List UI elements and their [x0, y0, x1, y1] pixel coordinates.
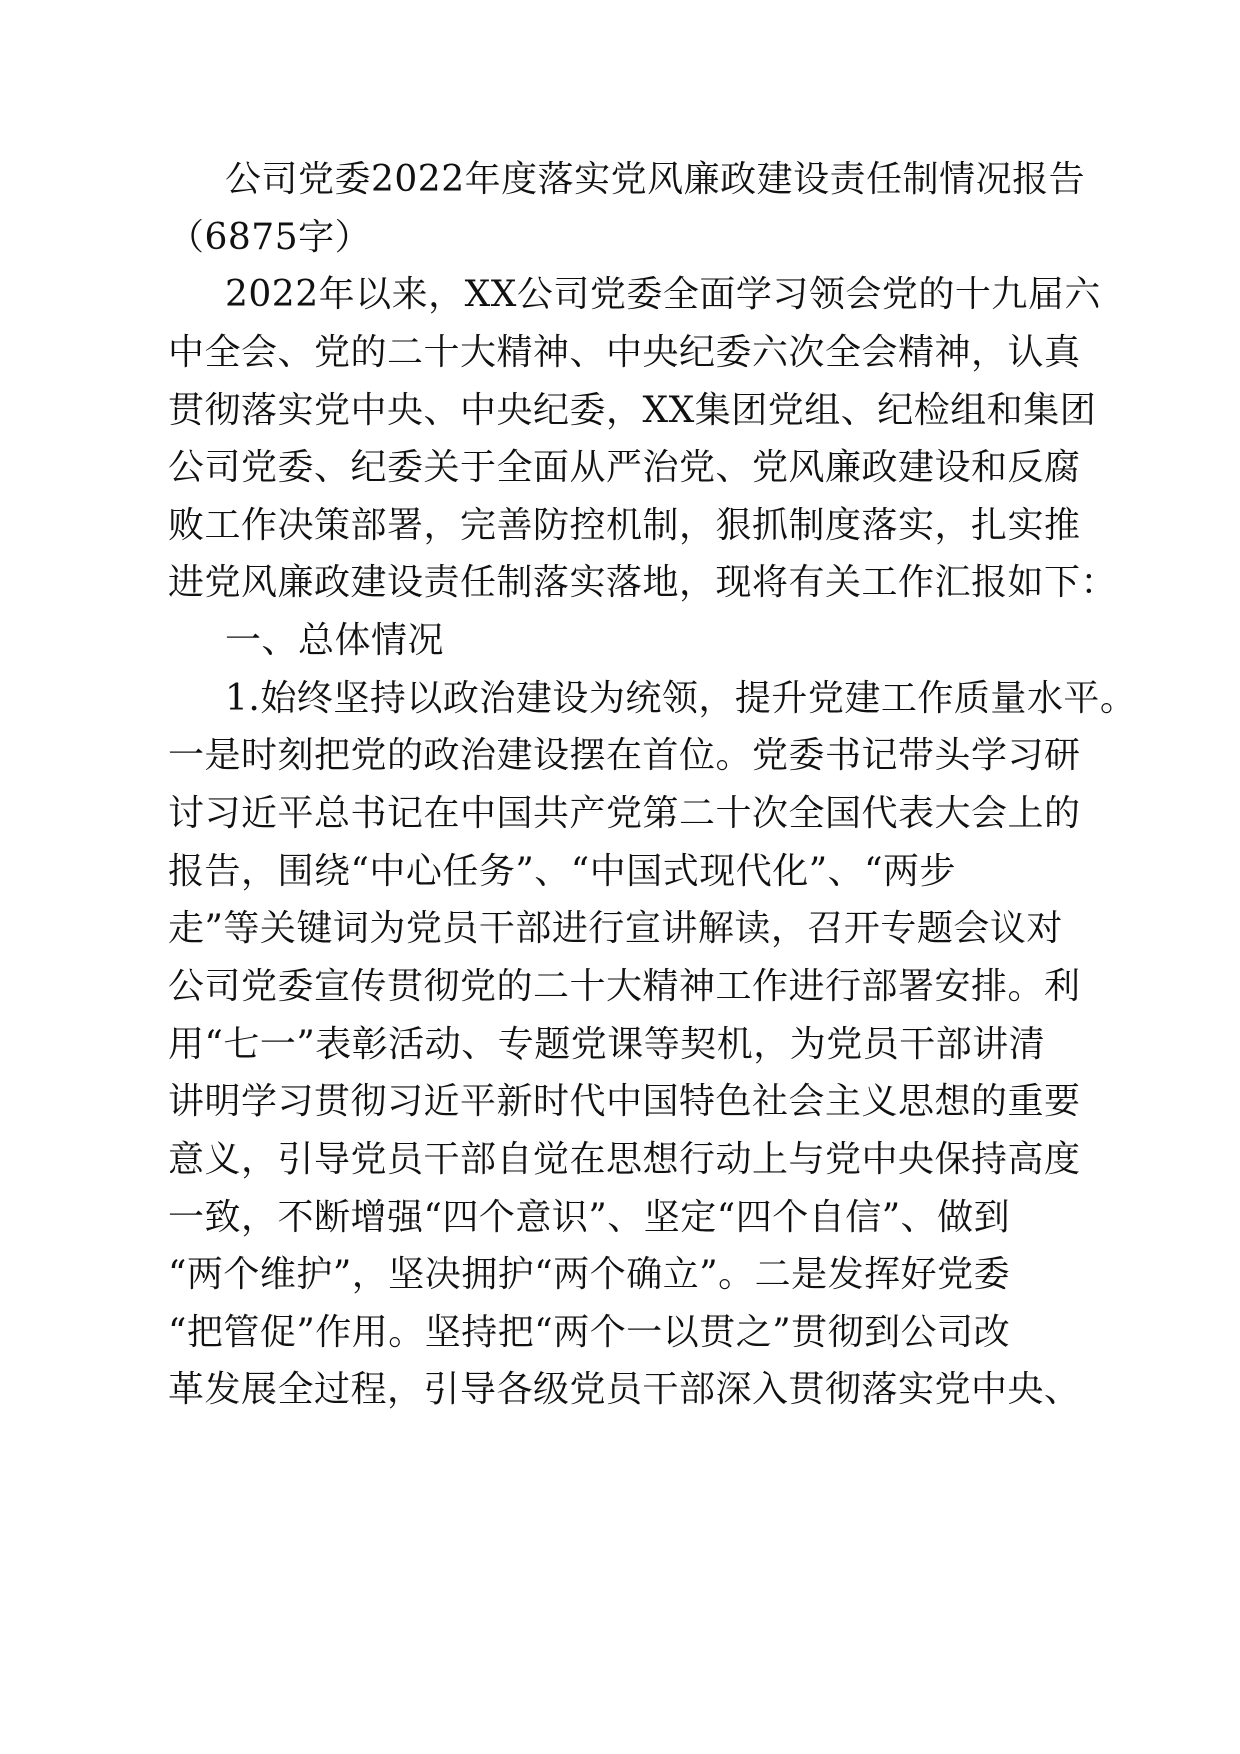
body-line-13: 革发展全过程，引导各级党员干部深入贯彻落实党中央、	[168, 1369, 1081, 1410]
section-heading: 一、总体情况	[225, 620, 445, 661]
body-line-12: “把管促”作用。坚持把“两个一以贯之”贯彻到公司改	[168, 1312, 1011, 1353]
intro-line-6: 进党风廉政建设责任制落实落地，现将有关工作汇报如下：	[168, 562, 1118, 603]
intro-line-5: 败工作决策部署，完善防控机制，狠抓制度落实，扎实推	[168, 505, 1081, 546]
body-line-1: 1.始终坚持以政治建设为统领，提升党建工作质量水平。	[225, 678, 1137, 719]
body-line-7: 用“七一”表彰活动、专题党课等契机，为党员干部讲清	[168, 1024, 1046, 1065]
body-line-3: 讨习近平总书记在中国共产党第二十次全国代表大会上的	[168, 793, 1081, 834]
body-line-10: 一致，不断增强“四个意识”、坚定“四个自信”、做到	[168, 1197, 1011, 1238]
intro-line-2: 中全会、党的二十大精神、中央纪委六次全会精神，认真	[168, 332, 1081, 373]
body-line-8: 讲明学习贯彻习近平新时代中国特色社会主义思想的重要	[168, 1081, 1081, 1122]
intro-line-3: 贯彻落实党中央、中央纪委，XX集团党组、纪检组和集团	[168, 390, 1097, 431]
body-line-9: 意义，引导党员干部自觉在思想行动上与党中央保持高度	[168, 1139, 1081, 1180]
intro-line-1: 2022年以来，XX公司党委全面学习领会党的十九届六	[225, 274, 1101, 315]
body-line-11: “两个维护”，坚决拥护“两个确立”。二是发挥好党委	[168, 1254, 1011, 1295]
body-line-5: 走”等关键词为党员干部进行宣讲解读，召开专题会议对	[168, 908, 1063, 949]
intro-line-4: 公司党委、纪委关于全面从严治党、党风廉政建设和反腐	[168, 447, 1081, 488]
report-title-line-2: （6875字）	[168, 217, 372, 258]
body-line-2: 一是时刻把党的政治建设摆在首位。党委书记带头学习研	[168, 735, 1081, 776]
body-line-4: 报告，围绕“中心任务”、“中国式现代化”、“两步	[168, 851, 957, 892]
body-line-6: 公司党委宣传贯彻党的二十大精神工作进行部署安排。利	[168, 966, 1081, 1007]
report-title-line-1: 公司党委2022年度落实党风廉政建设责任制情况报告	[225, 159, 1086, 200]
